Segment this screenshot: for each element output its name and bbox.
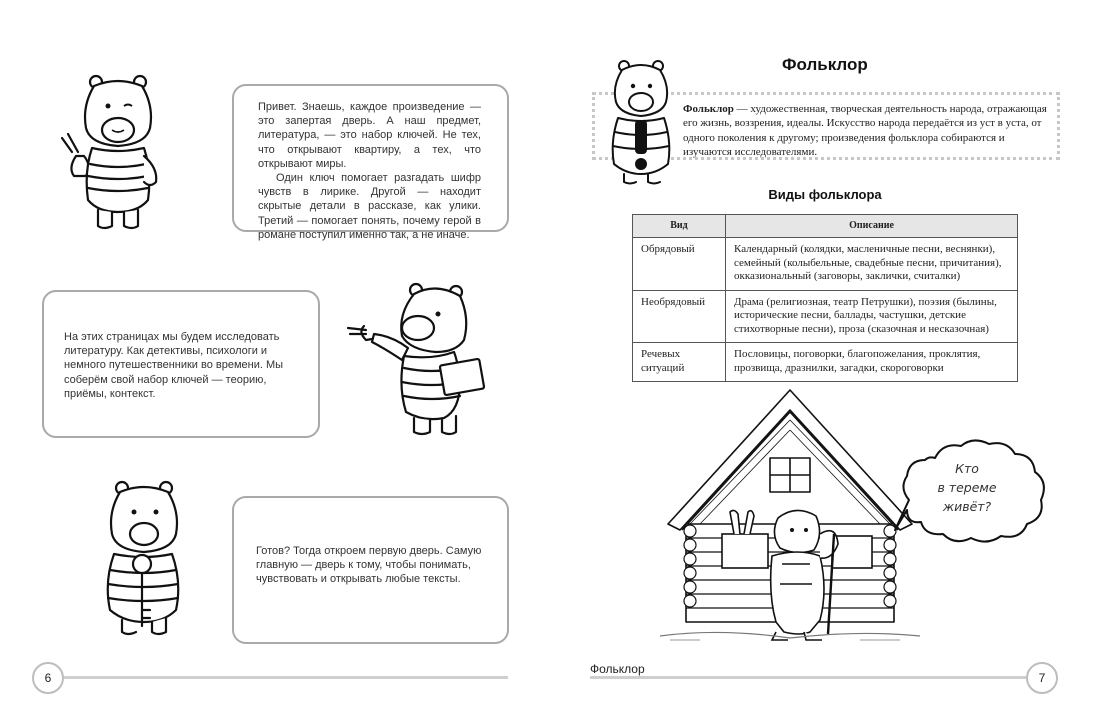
footer-rule-left (58, 676, 508, 679)
definition-body: — художественная, творческая деятельность народа, отражающая его жизнь, воззрения, идеалы. Искусство народа передаётся из уст в уста, от одного поколения к другому; произведения фольклора собираются и изучаются исследователями. (683, 103, 1047, 158)
folklore-types-table (632, 214, 1018, 382)
table-cell-description: Пословицы, поговорки, благопожелания, проклятия, прозвища, дразнилки, загадки, скороговорки (726, 343, 1018, 382)
table-cell-description: Календарный (колядки, масленичные песни, веснянки), семейный (колыбельные, свадебные песни, причитания), окказиональный (заговоры, заклички, считалки) (726, 238, 1018, 291)
capybara-exclamation-icon (606, 58, 676, 186)
capybara-waving-icon (58, 72, 178, 232)
page-title: Фольклор (782, 55, 868, 74)
wooden-house-terem-icon (660, 384, 920, 644)
page-number-left: 6 (32, 662, 64, 694)
table-cell-type: Обрядовый (633, 238, 726, 291)
intro-paragraph-2: Один ключ помогает разгадать шифр чувств в лирике. Другой — находит скрытые детали в рассказе, как улики. Третий — помогает понять, почему герой в романе поступил именно так, а не иначе. (258, 172, 481, 241)
table-cell-type: Необрядовый (633, 290, 726, 343)
speech-bubble-intro (232, 84, 509, 241)
page-number-right: 7 (1026, 662, 1058, 694)
speech-bubble-explore (42, 290, 320, 438)
definition-text (683, 102, 1053, 159)
table-row (633, 343, 1018, 382)
ready-paragraph: Готов? Тогда откроем первую дверь. Самую главную — дверь к тому, чтобы понимать, чувствовать и открывать любые тексты. (256, 545, 482, 586)
footer-section-label: Фольклор (590, 662, 645, 676)
speech-text (936, 459, 998, 516)
table-header-description: Описание (726, 215, 1018, 238)
capybara-key-icon (96, 478, 192, 638)
speech-line-2: в тереме (937, 480, 997, 495)
capybara-pointing-icon (344, 278, 489, 438)
table-cell-type: Речевых ситуаций (633, 343, 726, 382)
table-header-row (633, 215, 1018, 238)
table-row (633, 238, 1018, 291)
speech-line-1: Кто (955, 461, 979, 476)
intro-paragraph-1: Привет. Знаешь, каждое произведение — это запертая дверь. А наш предмет, литература, — это набор ключей. Не тех, что открывают квартиру, а тех, что открывают миры. (258, 101, 481, 170)
table-row (633, 290, 1018, 343)
explore-paragraph: На этих страницах мы будем исследовать литературу. Как детективы, психологи и немного путешественники во времени. Мы соберём свой набор ключей — теорию, приёмы, контекст. (64, 331, 284, 400)
table-title: Виды фольклора (768, 187, 882, 202)
speech-bubble-ready (232, 496, 509, 644)
footer-rule-right (590, 676, 1030, 679)
definition-term: Фольклор (683, 103, 734, 115)
table-header-type: Вид (633, 215, 726, 238)
table-cell-description: Драма (религиозная, театр Петрушки), поэзия (былины, исторические песни, баллады, частушки, детские стихотворные песни), проза (сказочная и несказочная) (726, 290, 1018, 343)
speech-line-3: живёт? (942, 499, 992, 514)
